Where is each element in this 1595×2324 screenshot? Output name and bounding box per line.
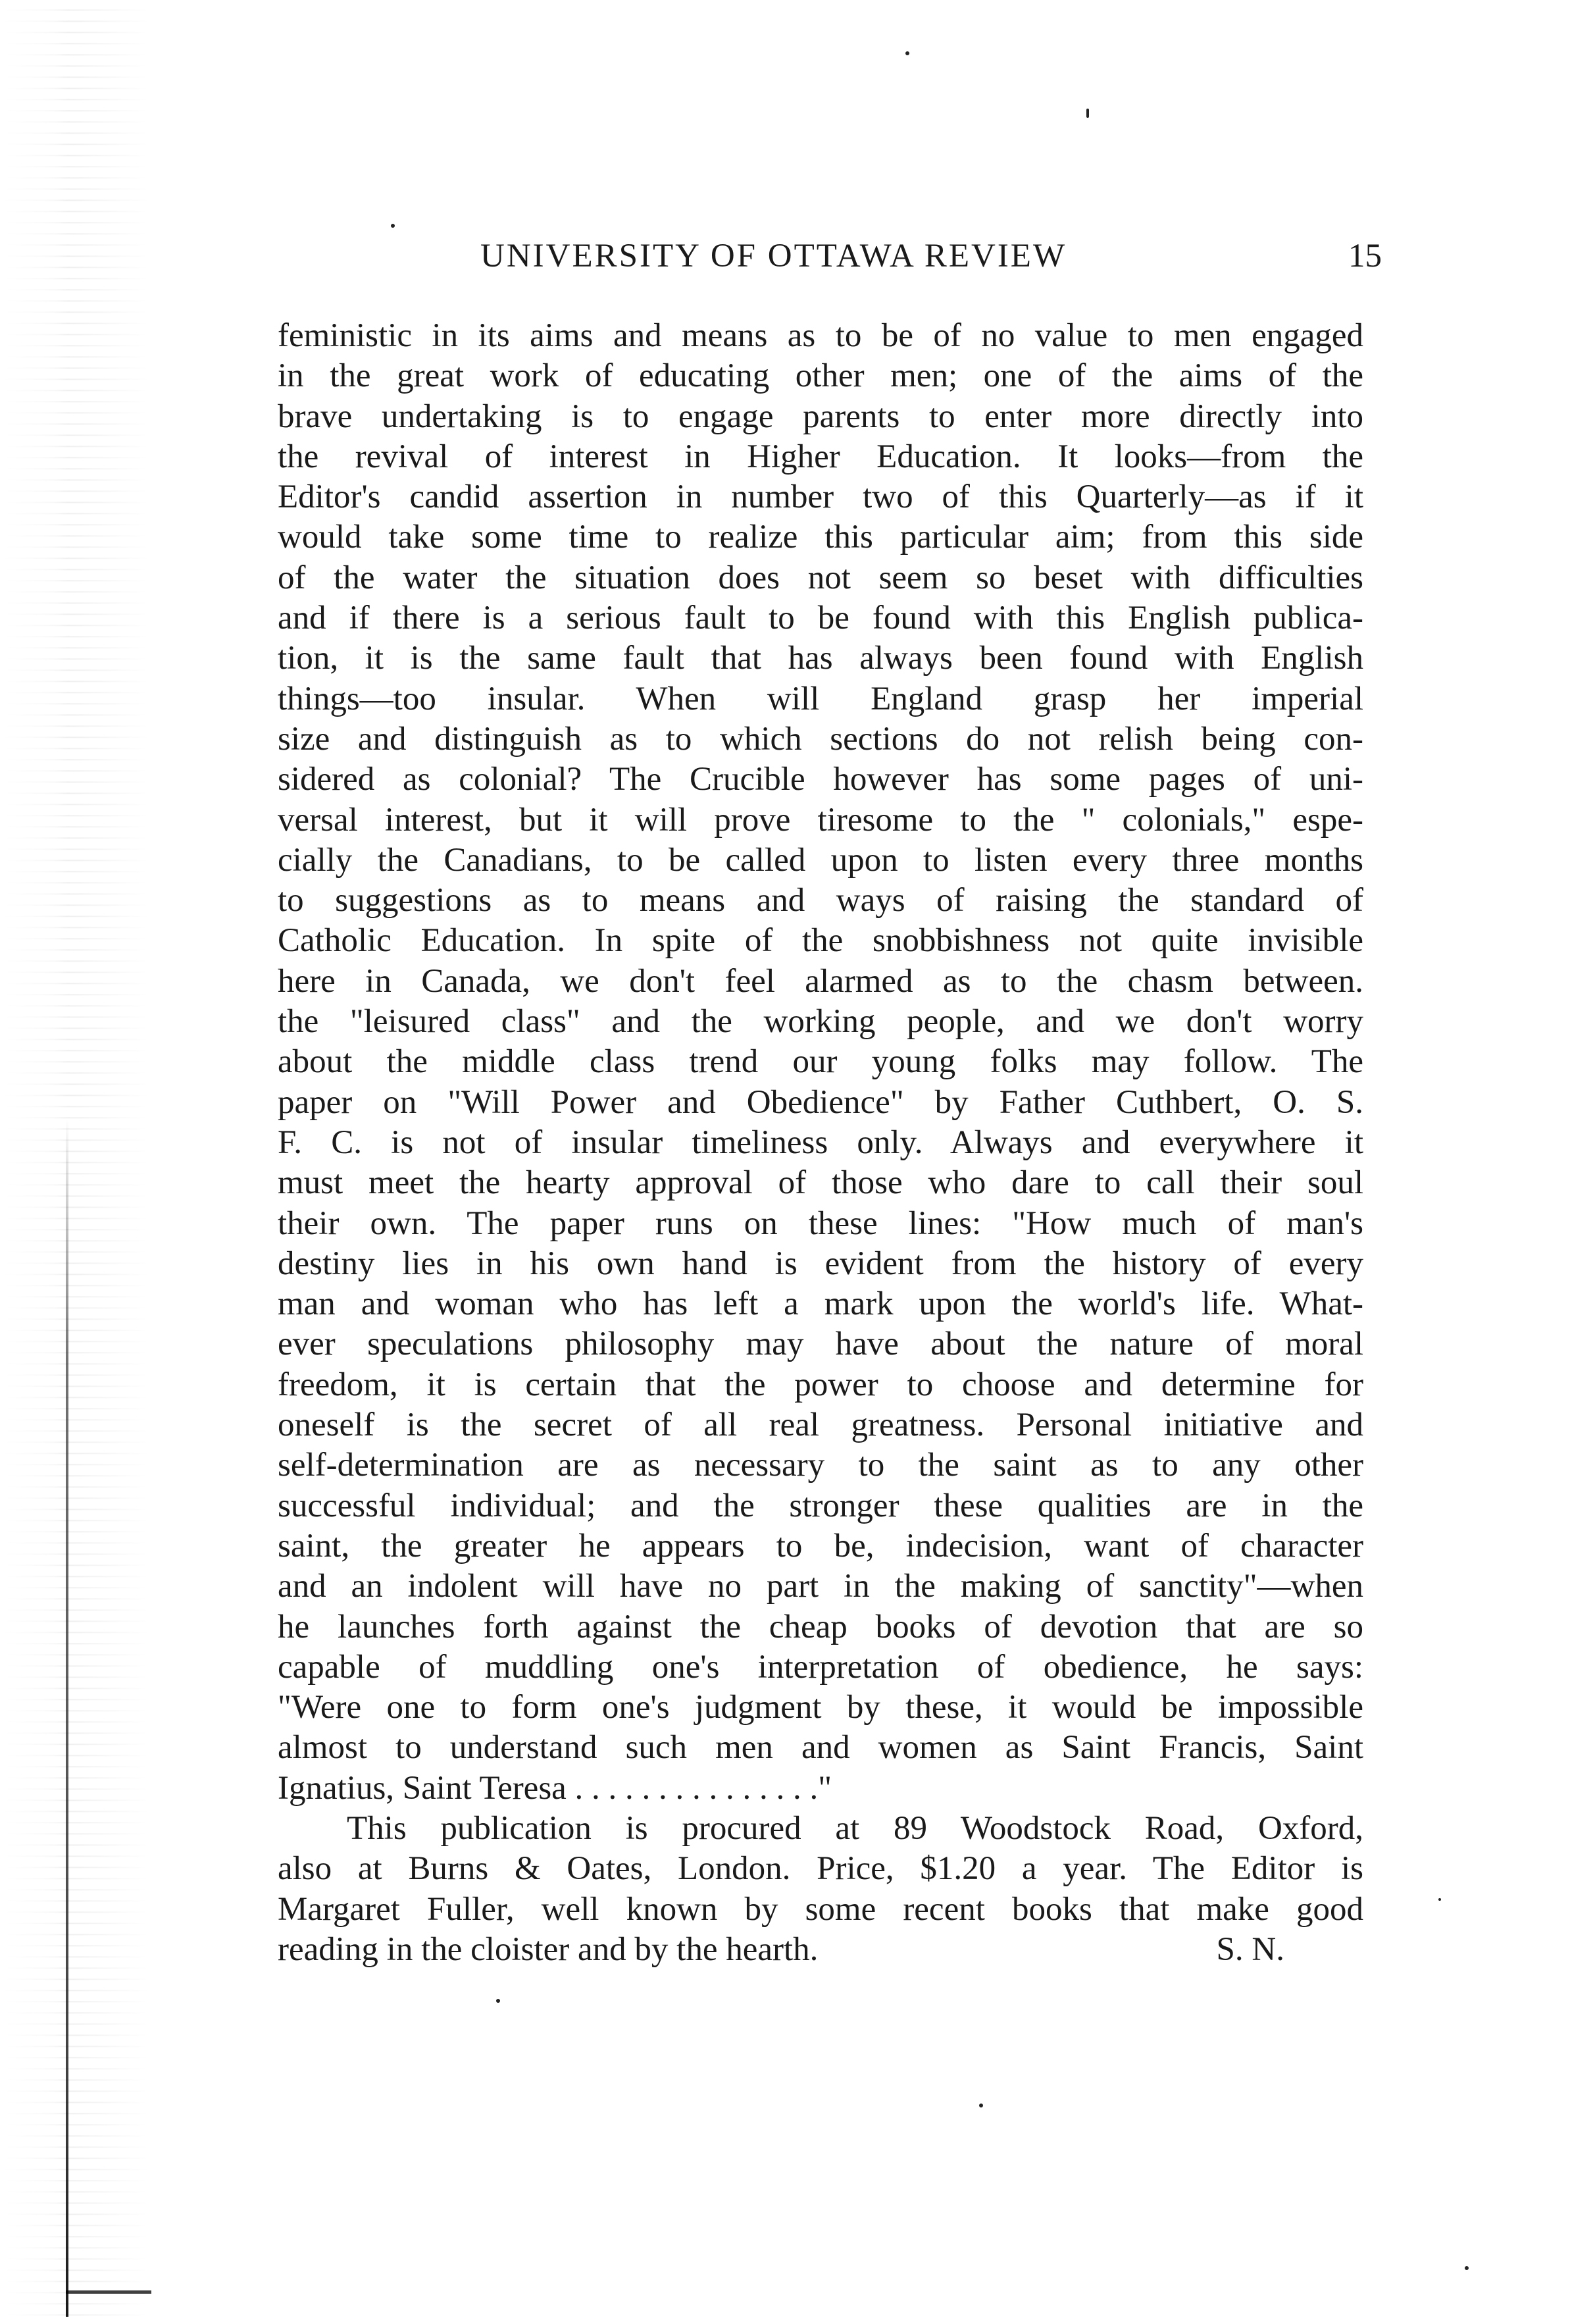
text-line: size and distinguish as to which sections do not relish being con- [278, 720, 1363, 758]
text-line: Catholic Education. In spite of the snobbishness not quite invisible [278, 922, 1363, 960]
text-line: and if there is a serious fault to be found with this English publica- [278, 600, 1363, 637]
ink-speck [905, 51, 909, 55]
ink-speck [496, 1999, 500, 2003]
text-line: tion, it is the same fault that has always been found with English [278, 640, 1363, 677]
text-line: about the middle class trend our young folks may follow. The [278, 1043, 1363, 1081]
text-line: he launches forth against the cheap books of devotion that are so [278, 1608, 1363, 1645]
text-line: self-determination are as necessary to the saint as to any other [278, 1447, 1363, 1484]
ink-speck [391, 224, 395, 228]
text-line: Margaret Fuller, well known by some recent books that make good [278, 1890, 1363, 1928]
text-line: of the water the situation does not seem so beset with difficulties [278, 559, 1363, 596]
text-line: F. C. is not of insular timeliness only. Always and everywhere it [278, 1123, 1363, 1161]
text-line: and an indolent will have no part in the making of sanctity"—when [278, 1568, 1363, 1605]
text-line: things—too insular. When will England grasp her imperial [278, 680, 1363, 717]
text-line: paper on "Will Power and Obedience" by Father Cuthbert, O. S. [278, 1083, 1363, 1121]
text-line: to suggestions as to means and ways of raising the standard of [278, 882, 1363, 919]
closing-line [278, 1930, 1363, 1970]
text-line: This publication is procured at 89 Woodstock Road, Oxford, [347, 1809, 1363, 1847]
text-line: here in Canada, we don't feel alarmed as to the chasm between. [278, 962, 1363, 1000]
binding-edge-line [66, 1119, 68, 2317]
ink-speck [1438, 1898, 1441, 1901]
ink-speck [1465, 2266, 1469, 2270]
page-number: 15 [1348, 238, 1382, 274]
text-line: their own. The paper runs on these lines: "How much of man's [278, 1204, 1363, 1242]
text-line: the "leisured class" and the working people, and we don't worry [278, 1003, 1363, 1041]
text-line: ever speculations philosophy may have about the nature of moral [278, 1326, 1363, 1363]
text-line: successful individual; and the stronger these qualities are in the [278, 1487, 1363, 1524]
text-line: in the great work of educating other men; one of the aims of the [278, 357, 1363, 395]
text-line: destiny lies in his own hand is evident from the history of every [278, 1245, 1363, 1282]
text-line: feministic in its aims and means as to be of no value to men engaged [278, 317, 1363, 354]
text-line: the revival of interest in Higher Education. It looks—from the [278, 438, 1363, 475]
text-line: sidered as colonial? The Crucible however has some pages of uni- [278, 761, 1363, 798]
running-title: UNIVERSITY OF OTTAWA REVIEW [480, 238, 1067, 274]
text-line: almost to understand such men and women as Saint Francis, Saint [278, 1729, 1363, 1767]
text-line: also at Burns & Oates, London. Price, $1.20 a year. The Editor is [278, 1850, 1363, 1888]
text-line: Editor's candid assertion in number two of this Quarterly—as if it [278, 478, 1363, 516]
text-line: brave undertaking is to engage parents to enter more directly into [278, 398, 1363, 435]
ink-speck [1086, 109, 1089, 118]
text-line: man and woman who has left a mark upon the world's life. What- [278, 1285, 1363, 1323]
text-line: would take some time to realize this particular aim; from this side [278, 519, 1363, 556]
text-line: saint, the greater he appears to be, indecision, want of character [278, 1527, 1363, 1564]
closing-text: reading in the cloister and by the hearth. [278, 1930, 819, 1968]
author-initials: S. N. [1216, 1930, 1284, 1968]
text-line: versal interest, but it will prove tiresome to the " colonials," espe- [278, 801, 1363, 839]
binding-edge-shadow [0, 0, 151, 2324]
text-line: freedom, it is certain that the power to choose and determine for [278, 1366, 1363, 1403]
text-line: Ignatius, Saint Teresa . . . . . . . . . . . . . . ." [278, 1769, 832, 1807]
text-line: cially the Canadians, to be called upon to listen every three months [278, 841, 1363, 879]
running-header [276, 237, 1382, 290]
text-line: "Were one to form one's judgment by these, it would be impossible [278, 1689, 1363, 1726]
text-line: capable of muddling one's interpretation of obedience, he says: [278, 1648, 1363, 1686]
article-body [278, 316, 1363, 1970]
binding-edge-foot [66, 2290, 151, 2294]
text-line: must meet the hearty approval of those who dare to call their soul [278, 1164, 1363, 1202]
ink-speck [979, 2104, 983, 2107]
text-line: oneself is the secret of all real greatness. Personal initiative and [278, 1407, 1363, 1444]
